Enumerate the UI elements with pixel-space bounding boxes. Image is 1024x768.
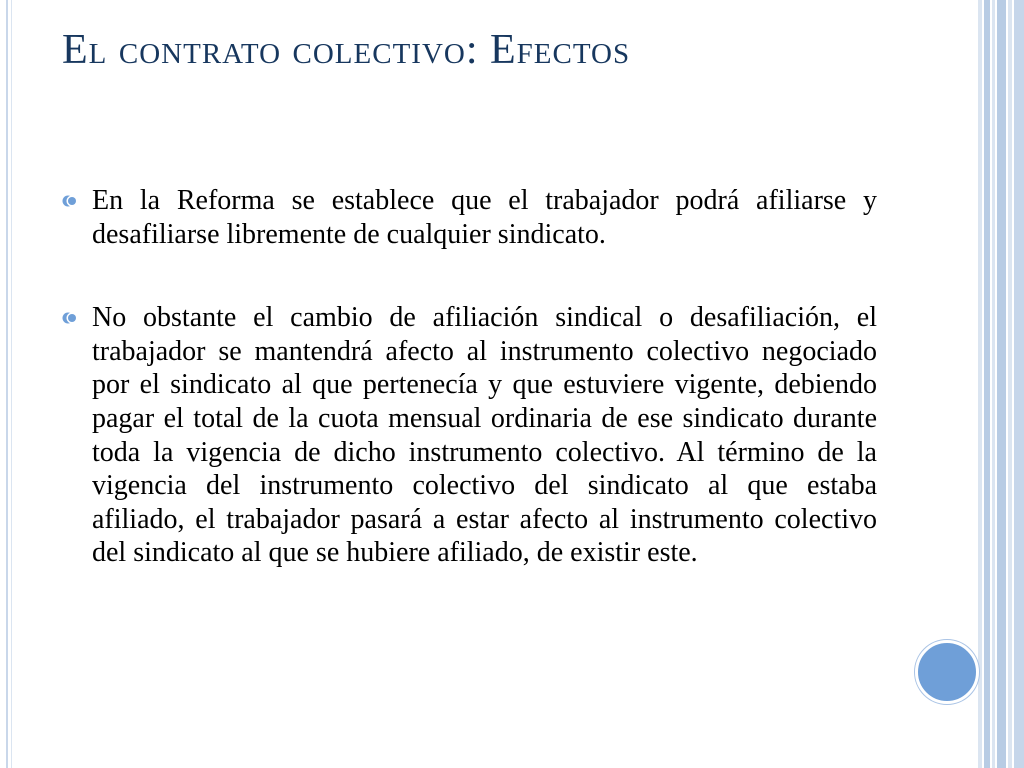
bullet-list — [62, 184, 877, 620]
bullet-text: En la Reforma se establece que el trabajador podrá afiliarse y desafiliarse libremente de cualquier sindicato. — [92, 185, 877, 250]
right-stripe — [992, 0, 995, 768]
list-item — [62, 184, 877, 251]
right-stripe — [984, 0, 990, 768]
bullet-text: No obstante el cambio de afiliación sindical o desafiliación, el trabajador se mantendrá afecto al instrumento colectivo negociado por el sindicato al que pertenecía y que estuviere vigente, debiendo pagar el total de la cuota mensual ordinaria de ese sindicato durante toda la vigencia de dicho instrumento colectivo. Al término de la vigencia del instrumento colectivo del sindicato al que estaba afiliado, el trabajador pasará a estar afecto al instrumento colectivo del sindicato al que se hubiere afiliado, de existir este. — [92, 302, 877, 569]
bullet-icon — [62, 194, 78, 208]
right-stripe — [1014, 0, 1024, 768]
right-stripe — [997, 0, 1006, 768]
bullet-icon — [62, 311, 78, 325]
slide-title: El contrato colectivo: Efectos — [62, 27, 631, 73]
decorative-circle — [915, 640, 979, 704]
list-item — [62, 301, 877, 570]
right-stripe — [978, 0, 982, 768]
right-stripe — [1008, 0, 1012, 768]
left-border-line — [11, 0, 12, 768]
left-border-line — [6, 0, 8, 768]
